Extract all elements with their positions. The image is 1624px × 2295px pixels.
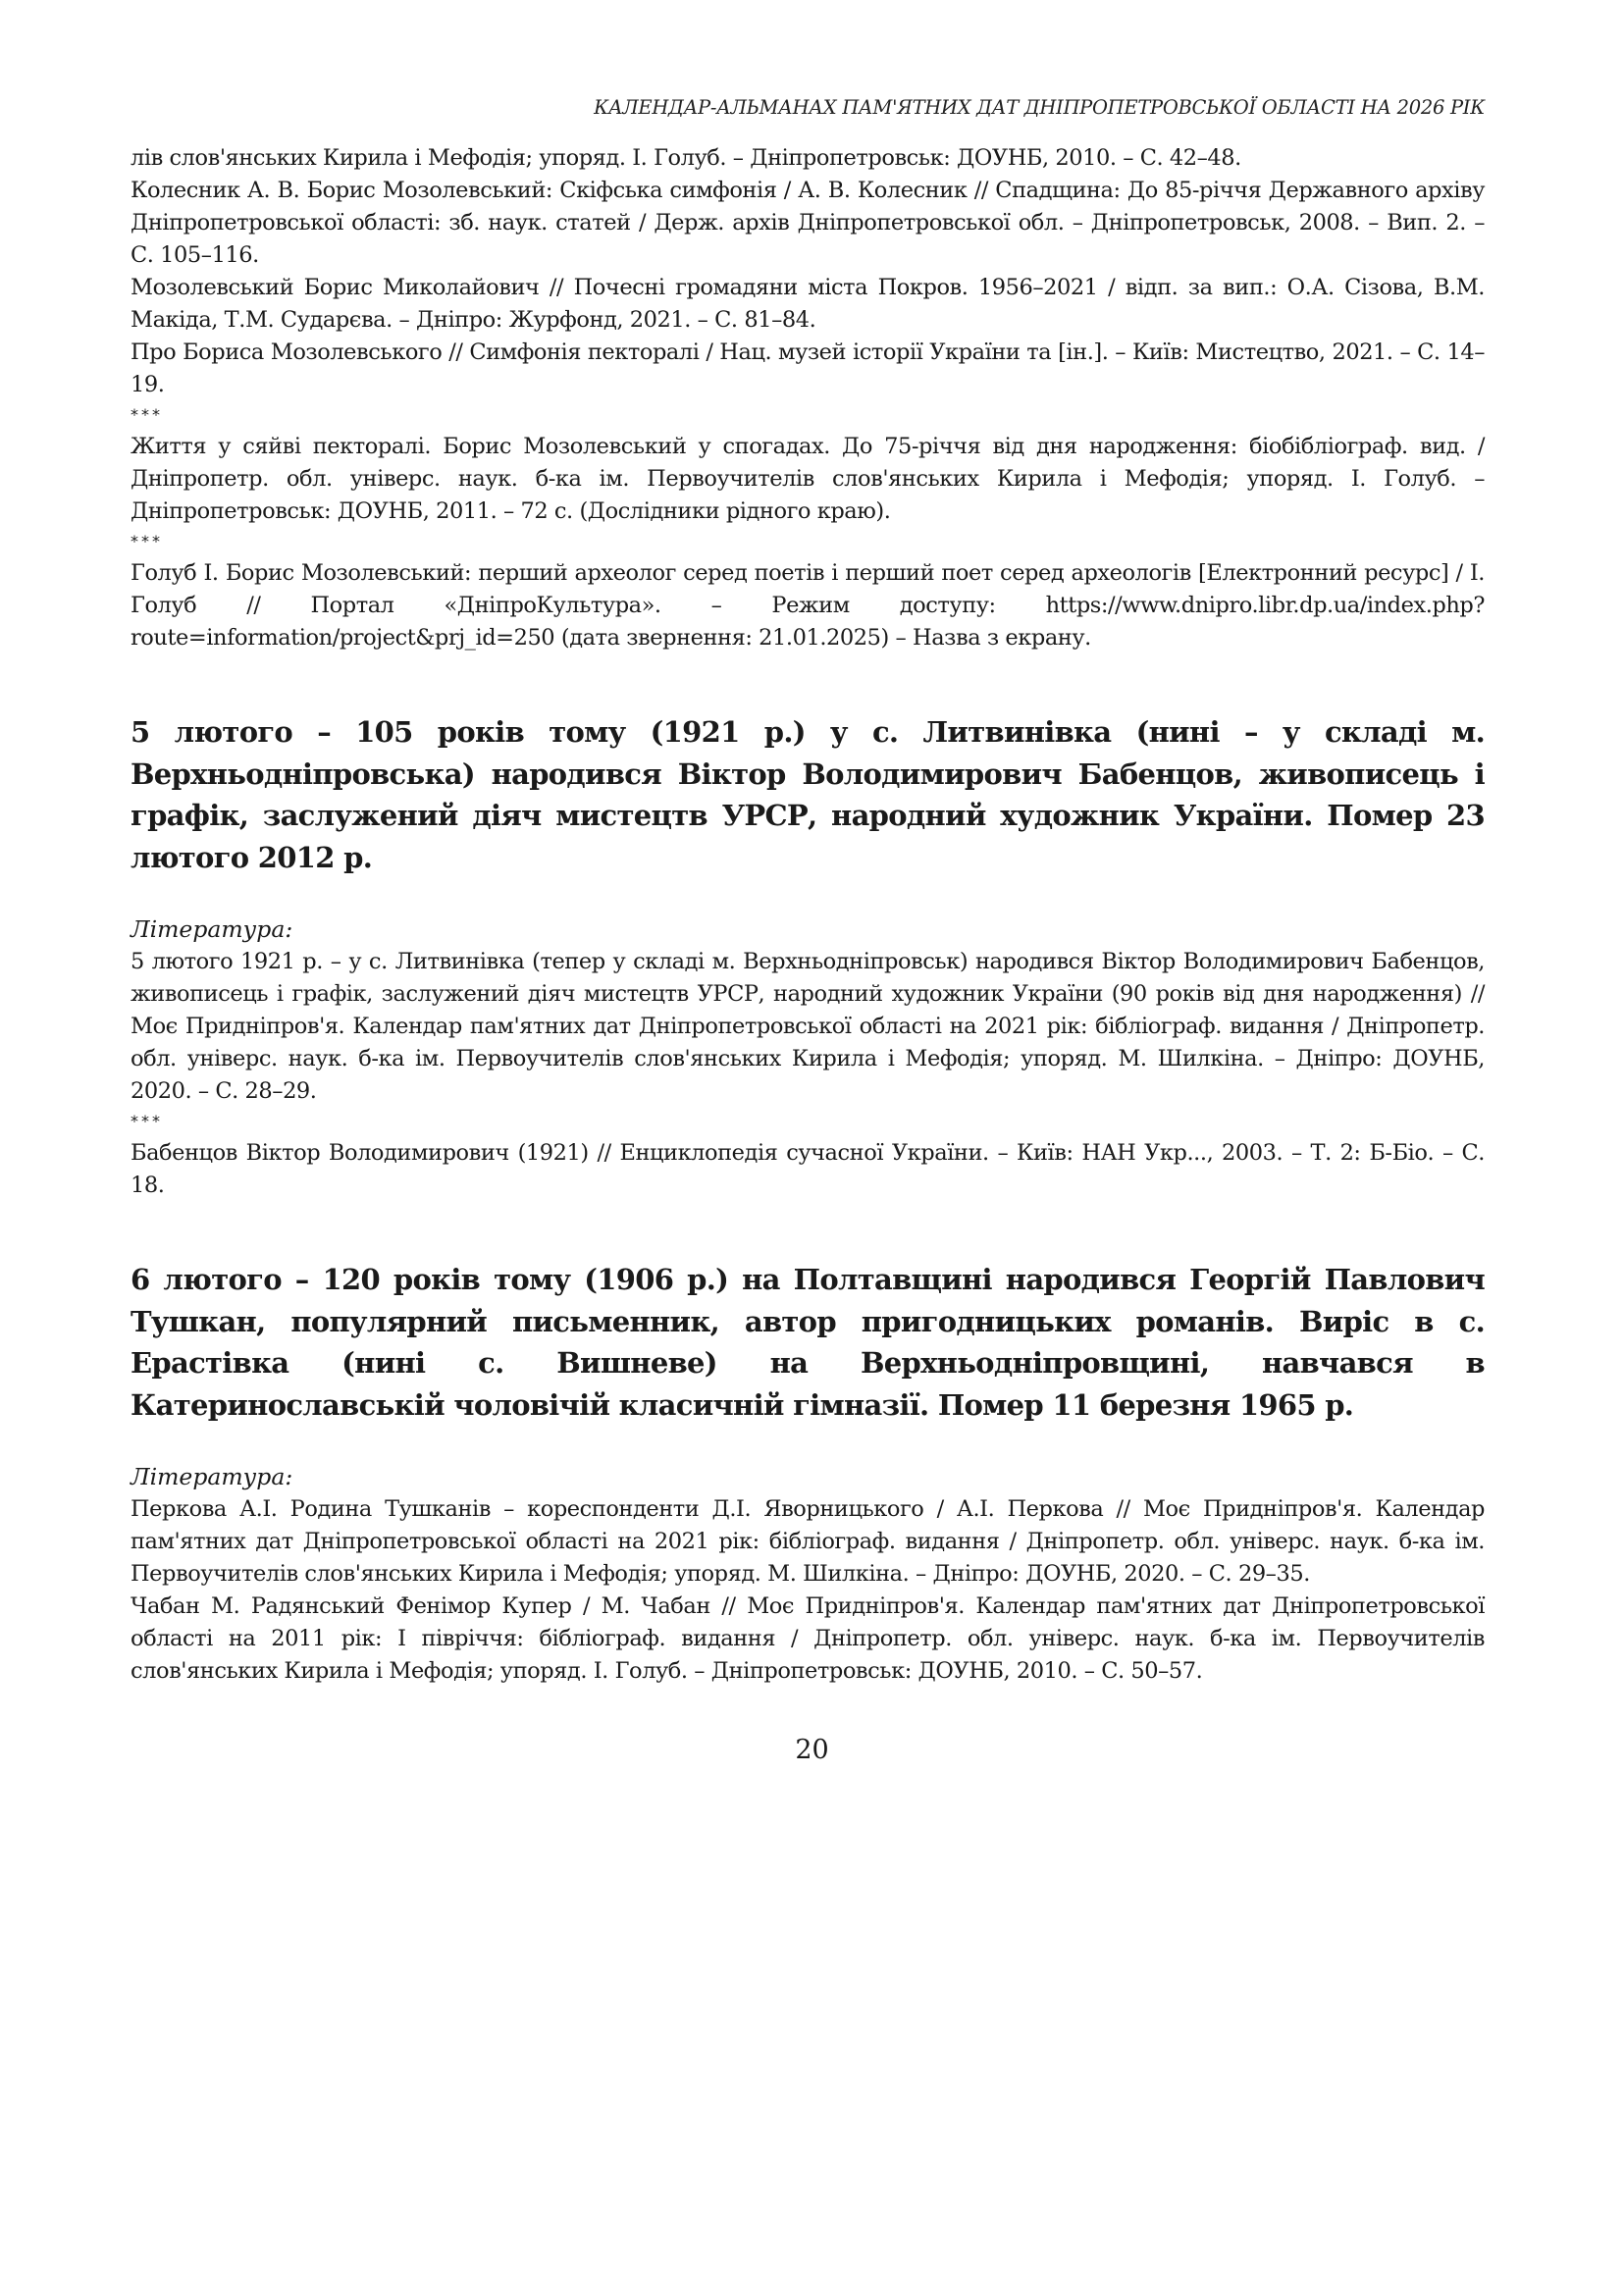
- bibliography-entry: Мозолевський Борис Миколайович // Почесні громадяни міста Покров. 1956–2021 / відп. за вип.: О.А. Сізова, В.М. Макіда, Т.М. Сударєва. – Дніпро: Журфонд, 2021. – С. 81–84.: [131, 275, 1485, 333]
- running-header: КАЛЕНДАР-АЛЬМАНАХ ПАМ'ЯТНИХ ДАТ ДНІПРОПЕТРОВСЬКОЇ ОБЛАСТІ НА 2026 РІК: [594, 96, 1485, 119]
- separator-asterisks: ***: [131, 532, 163, 550]
- separator-asterisks: ***: [131, 405, 163, 424]
- bibliography-entry-web: Голуб І. Борис Мозолевський: перший археолог серед поетів і перший поет серед археологів [Електронний ресурс] / І. Голуб // Портал «ДніпроКультура». – Режим доступу: https://www.dnipro.libr.dp.ua/index.php?route=information/project&prj_id=250 (дата звернення: 21.01.2025) – Назва з екрану.: [131, 560, 1485, 651]
- literature-label: Література:: [131, 1463, 293, 1490]
- bibliography-entry: Колесник А. В. Борис Мозолевський: Скіфська симфонія / А. В. Колесник // Спадщина: До 85-річчя Державного архіву Дніпропетровської області: зб. наук. статей / Держ. архів Дніпропетровської обл. – Дніпропетровськ, 2008. – Вип. 2. – С. 105–116.: [131, 178, 1485, 268]
- separator-asterisks: ***: [131, 1112, 163, 1130]
- event-heading-babentsov: 5 лютого – 105 років тому (1921 р.) у с. Литвинівка (нині – у складі м. Верхньодніпровська) народився Віктор Володимирович Бабенцов, живописець і графік, заслужений діяч мистецтв УРСР, народний художник України. Помер 23 лютого 2012 р.: [131, 715, 1485, 874]
- bibliography-entry: лів слов'янських Кирила і Мефодія; упоряд. І. Голуб. – Дніпропетровськ: ДОУНБ, 2010. – С. 42–48.: [131, 145, 1241, 171]
- literature-label: Література:: [131, 915, 293, 943]
- bibliography-entry: 5 лютого 1921 р. – у с. Литвинівка (тепер у складі м. Верхньодніпровськ) народився Віктор Володимирович Бабенцов, живописець і графік, заслужений діяч мистецтв УРСР, народний художник України (90 років від дня народження) // Моє Придніпров'я. Календар пам'ятних дат Дніпропетровської області на 2021 рік: бібліограф. видання / Дніпропетр. обл. універс. наук. б-ка ім. Первоучителів слов'янських Кирила і Мефодія; упоряд. М. Шилкіна. – Дніпро: ДОУНБ, 2020. – С. 28–29.: [131, 949, 1485, 1104]
- event-heading-tushkan: 6 лютого – 120 років тому (1906 р.) на Полтавщині народився Георгій Павлович Тушкан, популярний письменник, автор пригодницьких романів. Виріс в с. Ерастівка (нині с. Вишневе) на Верхньодніпровщині, навчався в Катеринославській чоловічій класичній гімназії. Помер 11 березня 1965 р.: [131, 1263, 1485, 1422]
- bibliography-entry: Чабан М. Радянський Фенімор Купер / М. Чабан // Моє Придніпров'я. Календар пам'ятних дат Дніпропетровської області на 2011 рік: І півріччя: бібліограф. видання / Дніпропетр. обл. універс. наук. б-ка ім. Первоучителів слов'янських Кирила і Мефодія; упоряд. І. Голуб. – Дніпропетровськ: ДОУНБ, 2010. – С. 50–57.: [131, 1593, 1485, 1684]
- bibliography-entry: Життя у сяйві пекторалі. Борис Мозолевський у спогадах. До 75-річчя від дня народження: біобібліограф. вид. / Дніпропетр. обл. універс. наук. б-ка ім. Первоучителів слов'янських Кирила і Мефодія; упоряд. І. Голуб. – Дніпропетровськ: ДОУНБ, 2011. – 72 с. (Дослідники рідного краю).: [131, 434, 1485, 524]
- bibliography-entry: Про Бориса Мозолевського // Симфонія пекторалі / Нац. музей історії України та [ін.]. – Київ: Мистецтво, 2021. – С. 14–19.: [131, 339, 1485, 397]
- page-number: 20: [795, 1735, 829, 1765]
- bibliography-entry: Бабенцов Віктор Володимирович (1921) // Енциклопедія сучасної України. – Київ: НАН Укр..., 2003. – Т. 2: Б-Біо. – С. 18.: [131, 1140, 1485, 1198]
- bibliography-entry: Перкова А.І. Родина Тушканів – кореспонденти Д.І. Яворницького / А.І. Перкова // Моє Придніпров'я. Календар пам'ятних дат Дніпропетровської області на 2021 рік: бібліограф. видання / Дніпропетр. обл. універс. наук. б-ка ім. Первоучителів слов'янських Кирила і Мефодія; упоряд. М. Шилкіна. – Дніпро: ДОУНБ, 2020. – С. 29–35.: [131, 1496, 1485, 1587]
- page-content: [131, 142, 1485, 1688]
